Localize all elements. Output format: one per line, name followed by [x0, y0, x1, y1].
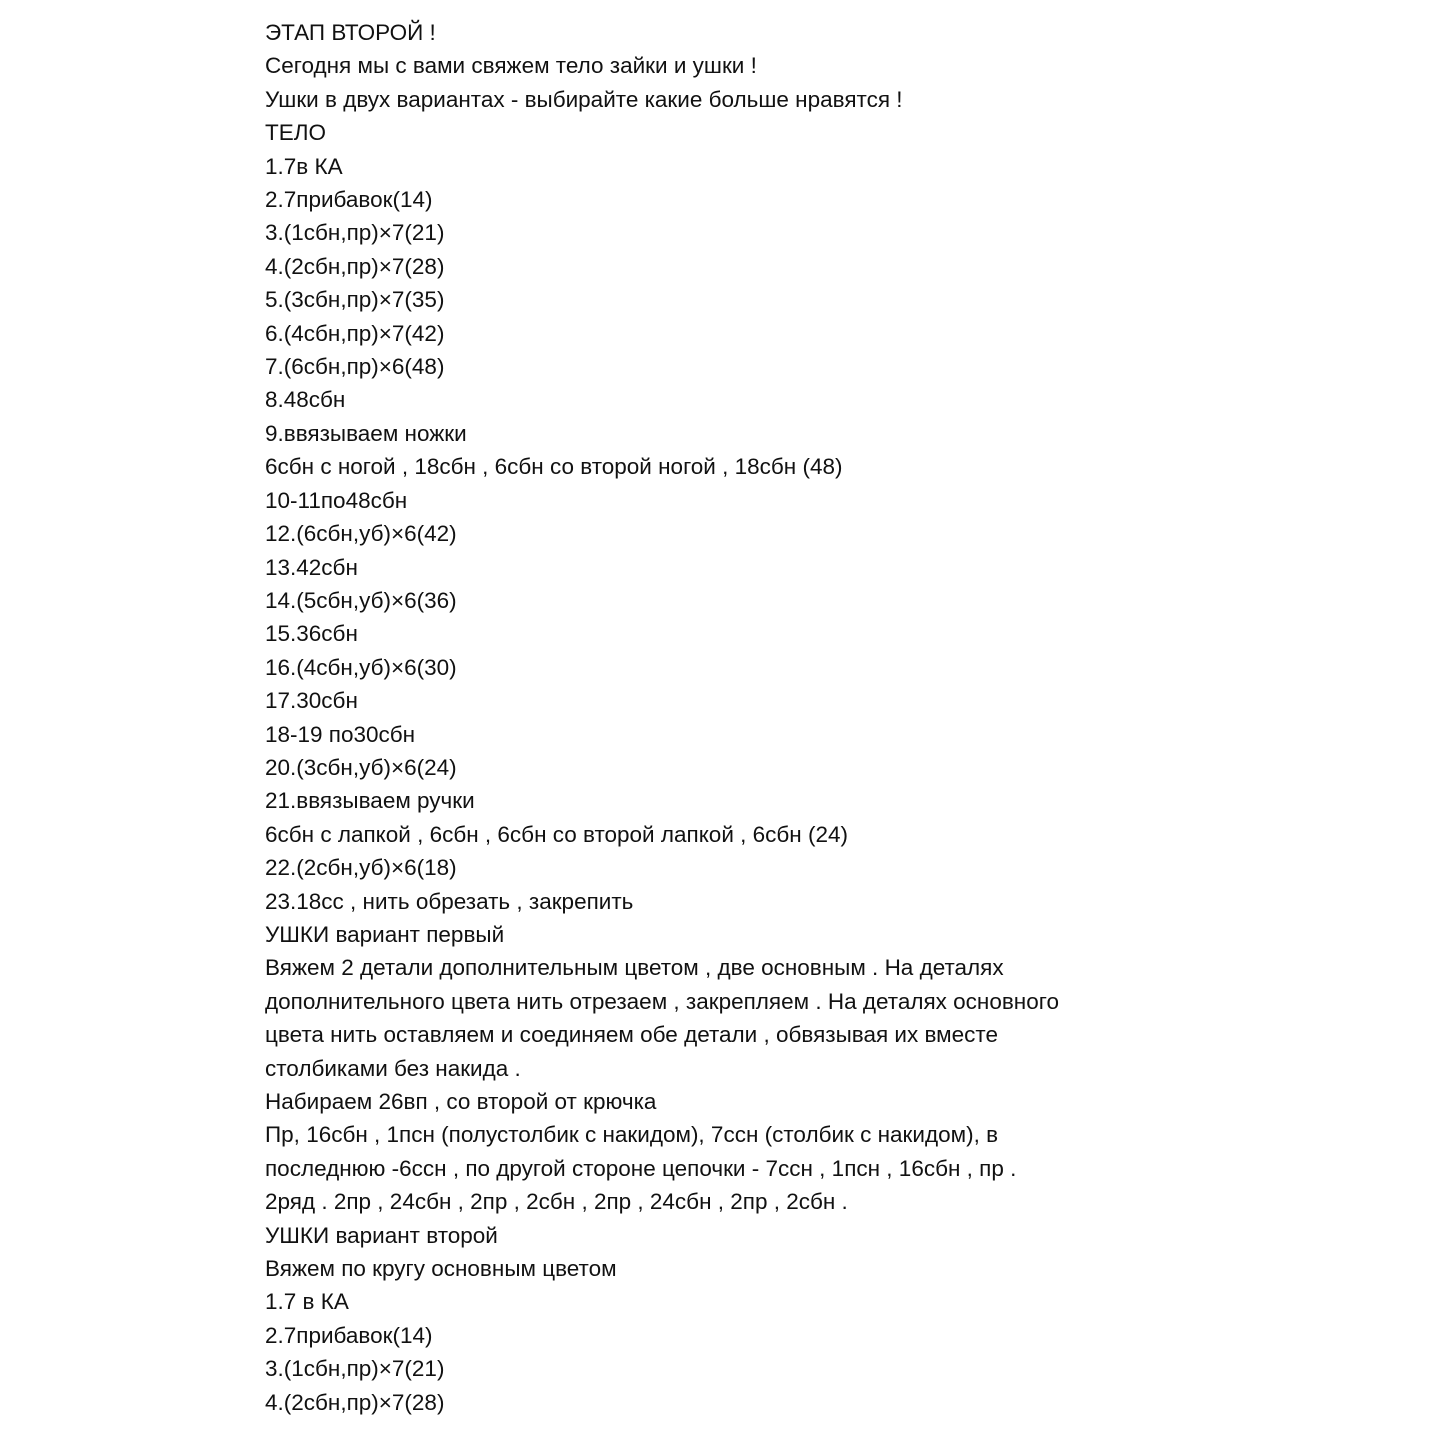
pattern-row: 16.(4сбн,уб)×6(30) [265, 654, 457, 680]
pattern-row: 1.7 в КА [265, 1289, 349, 1315]
pattern-row: 5.(3сбн,пр)×7(35) [265, 287, 445, 313]
pattern-row: 6сбн с лапкой , 6сбн , 6сбн со второй лапкой , 6сбн (24) [265, 821, 848, 847]
pattern-row: 2.7прибавок(14) [265, 1322, 433, 1348]
pattern-row: 8.48сбн [265, 387, 346, 413]
pattern-row: 9.ввязываем ножки [265, 420, 467, 446]
pattern-row: 22.(2сбн,уб)×6(18) [265, 855, 457, 881]
pattern-row: 6сбн с ногой , 18сбн , 6сбн со второй ногой , 18сбн (48) [265, 454, 843, 480]
pattern-row: 1.7в КА [265, 153, 343, 179]
section-heading-ears-variant-one: УШКИ вариант первый [265, 921, 505, 947]
pattern-row: 23.18сс , нить обрезать , закрепить [265, 888, 634, 914]
instruction-line: Пр, 16сбн , 1псн (полустолбик с накидом), 7ссн (столбик с накидом), в [265, 1122, 999, 1148]
pattern-row: 6.(4сбн,пр)×7(42) [265, 320, 445, 346]
pattern-row: 20.(3сбн,уб)×6(24) [265, 754, 457, 780]
intro-line: Ушки в двух вариантах - выбирайте какие больше нравятся ! [265, 86, 903, 112]
pattern-row: 12.(6сбн,уб)×6(42) [265, 521, 457, 547]
pattern-row: 18-19 по30сбн [265, 721, 416, 747]
pattern-row: 3.(1сбн,пр)×7(21) [265, 220, 445, 246]
pattern-row: 3.(1сбн,пр)×7(21) [265, 1356, 445, 1382]
pattern-text [265, 16, 1165, 1419]
instruction-line: цвета нить оставляем и соединяем обе детали , обвязывая их вместе [265, 1022, 998, 1048]
pattern-row: 17.30сбн [265, 688, 358, 714]
pattern-row: 15.36сбн [265, 621, 358, 647]
section-heading-body: ТЕЛО [265, 120, 327, 146]
instruction-line: Набираем 26вп , со второй от крючка [265, 1089, 657, 1114]
pattern-row: 7.(6сбн,пр)×6(48) [265, 354, 445, 380]
instruction-line: Вяжем по кругу основным цветом [265, 1256, 617, 1282]
pattern-row: 2.7прибавок(14) [265, 187, 433, 213]
pattern-row: 13.42сбн [265, 554, 358, 580]
pattern-row: 21.ввязываем ручки [265, 788, 475, 814]
pattern-row: 10-11по48сбн [265, 487, 408, 513]
instruction-line: Вяжем 2 детали дополнительным цветом , две основным . На деталях [265, 955, 1004, 981]
pattern-row: 14.(5сбн,уб)×6(36) [265, 587, 457, 613]
pattern-row: 4.(2сбн,пр)×7(28) [265, 253, 445, 279]
intro-line: Сегодня мы с вами свяжем тело зайки и ушки ! [265, 53, 757, 79]
pattern-row: 4.(2сбн,пр)×7(28) [265, 1389, 445, 1415]
heading-stage-two: ЭТАП ВТОРОЙ ! [265, 20, 436, 45]
section-heading-ears-variant-two: УШКИ вариант второй [265, 1222, 498, 1248]
instruction-line: дополнительного цвета нить отрезаем , закрепляем . На деталях основного [265, 988, 1059, 1014]
instruction-line: последнюю -6ссн , по другой стороне цепочки - 7ссн , 1псн , 16сбн , пр . [265, 1155, 1017, 1181]
instruction-line: 2ряд . 2пр , 24сбн , 2пр , 2сбн , 2пр , 24сбн , 2пр , 2сбн . [265, 1189, 848, 1215]
instruction-line: столбиками без накида . [265, 1055, 521, 1081]
